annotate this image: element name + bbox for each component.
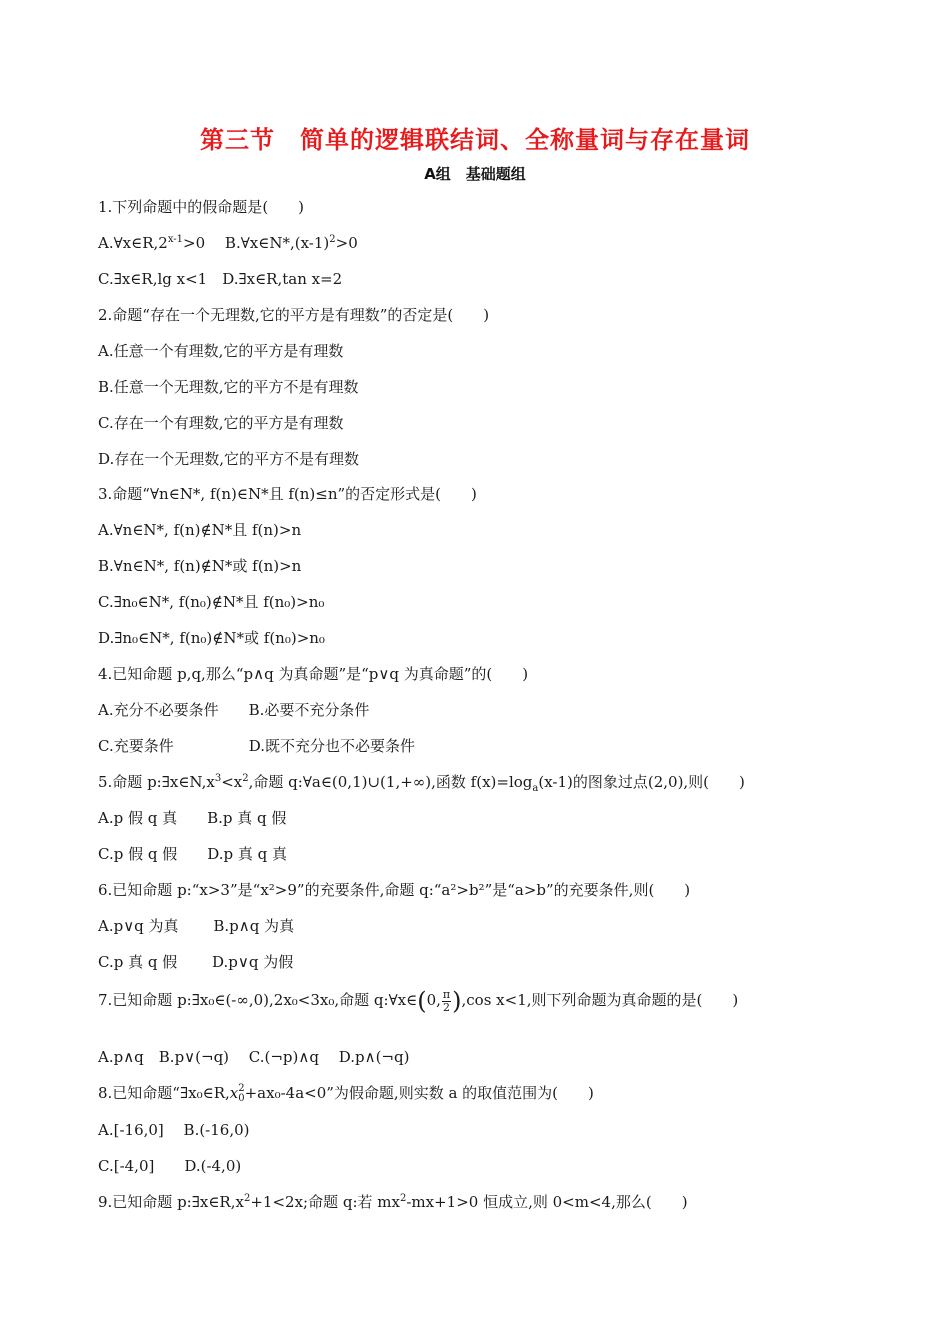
- page-title: 第三节 简单的逻辑联结词、全称量词与存在量词: [200, 126, 750, 154]
- question-2-option-c: C.存在一个有理数,它的平方是有理数: [98, 414, 344, 432]
- question-6-options-cd: C.p 真 q 假 D.p∨q 为假: [98, 953, 294, 971]
- question-6-stem: 6.已知命题 p:“x>3”是“x²>9”的充要条件,命题 q:“a²>b²”是“a>b”的充要条件,则( ): [98, 881, 691, 899]
- question-4-options-ab: A.充分不必要条件 B.必要不充分条件: [98, 701, 370, 719]
- question-8-options-cd: C.[-4,0] D.(-4,0): [98, 1157, 242, 1175]
- question-2-option-a: A.任意一个有理数,它的平方是有理数: [98, 342, 344, 360]
- question-1-stem: 1.下列命题中的假命题是( ): [98, 198, 305, 216]
- question-9-stem: 9.已知命题 $p:\exists x\in R,x^2+1<2x$;命题 q:若 $mx^2-mx+1>0$ 恒成立,则 0<m<4,那么( ): [98, 1193, 688, 1211]
- question-4-stem: 4.已知命题 p,q,那么“p∧q 为真命题”是“p∨q 为真命题”的( ): [98, 665, 529, 683]
- question-7-options: A.p∧q B.p∨(¬q) C.(¬p)∧q D.p∧(¬q): [98, 1048, 410, 1066]
- question-6-options-ab: A.p∨q 为真 B.p∧q 为真: [98, 917, 295, 935]
- section-subtitle: A组 基础题组: [424, 165, 526, 183]
- question-3-option-d: D.∃n₀∈N*, f(n₀)∉N*或 f(n₀)>n₀: [98, 629, 325, 647]
- question-8-stem: 8.已知命题“∃x₀∈R,x 2 0 +ax₀-4a<0”为假命题,则实数 a 的取值范围为( ): [98, 1083, 594, 1104]
- question-4-options-cd: C.充要条件 D.既不充分也不必要条件: [98, 737, 415, 755]
- question-8-options-ab: A.[-16,0] B.(-16,0): [98, 1121, 250, 1139]
- question-2-option-d: D.存在一个无理数,它的平方不是有理数: [98, 450, 360, 468]
- pi-over-two-fraction: $\frac{\pi}{2}$: [442, 987, 451, 1014]
- question-2-stem: 2.命题“存在一个无理数,它的平方是有理数”的否定是( ): [98, 306, 490, 324]
- question-5-options-ab: A.p 假 q 真 B.p 真 q 假: [98, 809, 287, 827]
- question-5-stem: 5.命题 $p:\exists x\in N,x^3<x^2$,命题 q:∀a∈(0,1)∪(1,+∞),函数 $f(x)=\log_a(x-1)$的图象过点(2,0),则( ): [98, 773, 745, 794]
- question-1-options-cd: C.∃x∈R,lg x<1 D.∃x∈R,tan x=2: [98, 270, 343, 288]
- question-1-options-ab: $A.\forall x\in R,2^{x-1}>0$ $B.\forall x\in N*,(x-1)^2>0$: [98, 234, 358, 252]
- question-3-option-a: A.∀n∈N*, f(n)∉N*且 f(n)>n: [98, 521, 302, 539]
- question-5-options-cd: C.p 假 q 假 D.p 真 q 真: [98, 845, 287, 863]
- question-3-stem: 3.命题“∀n∈N*, f(n)∈N*且 f(n)≤n”的否定形式是( ): [98, 485, 477, 503]
- question-3-option-b: B.∀n∈N*, f(n)∉N*或 f(n)>n: [98, 557, 302, 575]
- question-3-option-c: C.∃n₀∈N*, f(n₀)∉N*且 f(n₀)>n₀: [98, 593, 325, 611]
- question-7-stem: 7.已知命题 p:∃x₀∈(-∞,0),2x₀<3x₀,命题 q:∀x∈(0, $\frac{\pi}{2}$ ),cos x<1,则下列命题为真命题的是( ): [98, 987, 739, 1015]
- question-2-option-b: B.任意一个无理数,它的平方不是有理数: [98, 378, 359, 396]
